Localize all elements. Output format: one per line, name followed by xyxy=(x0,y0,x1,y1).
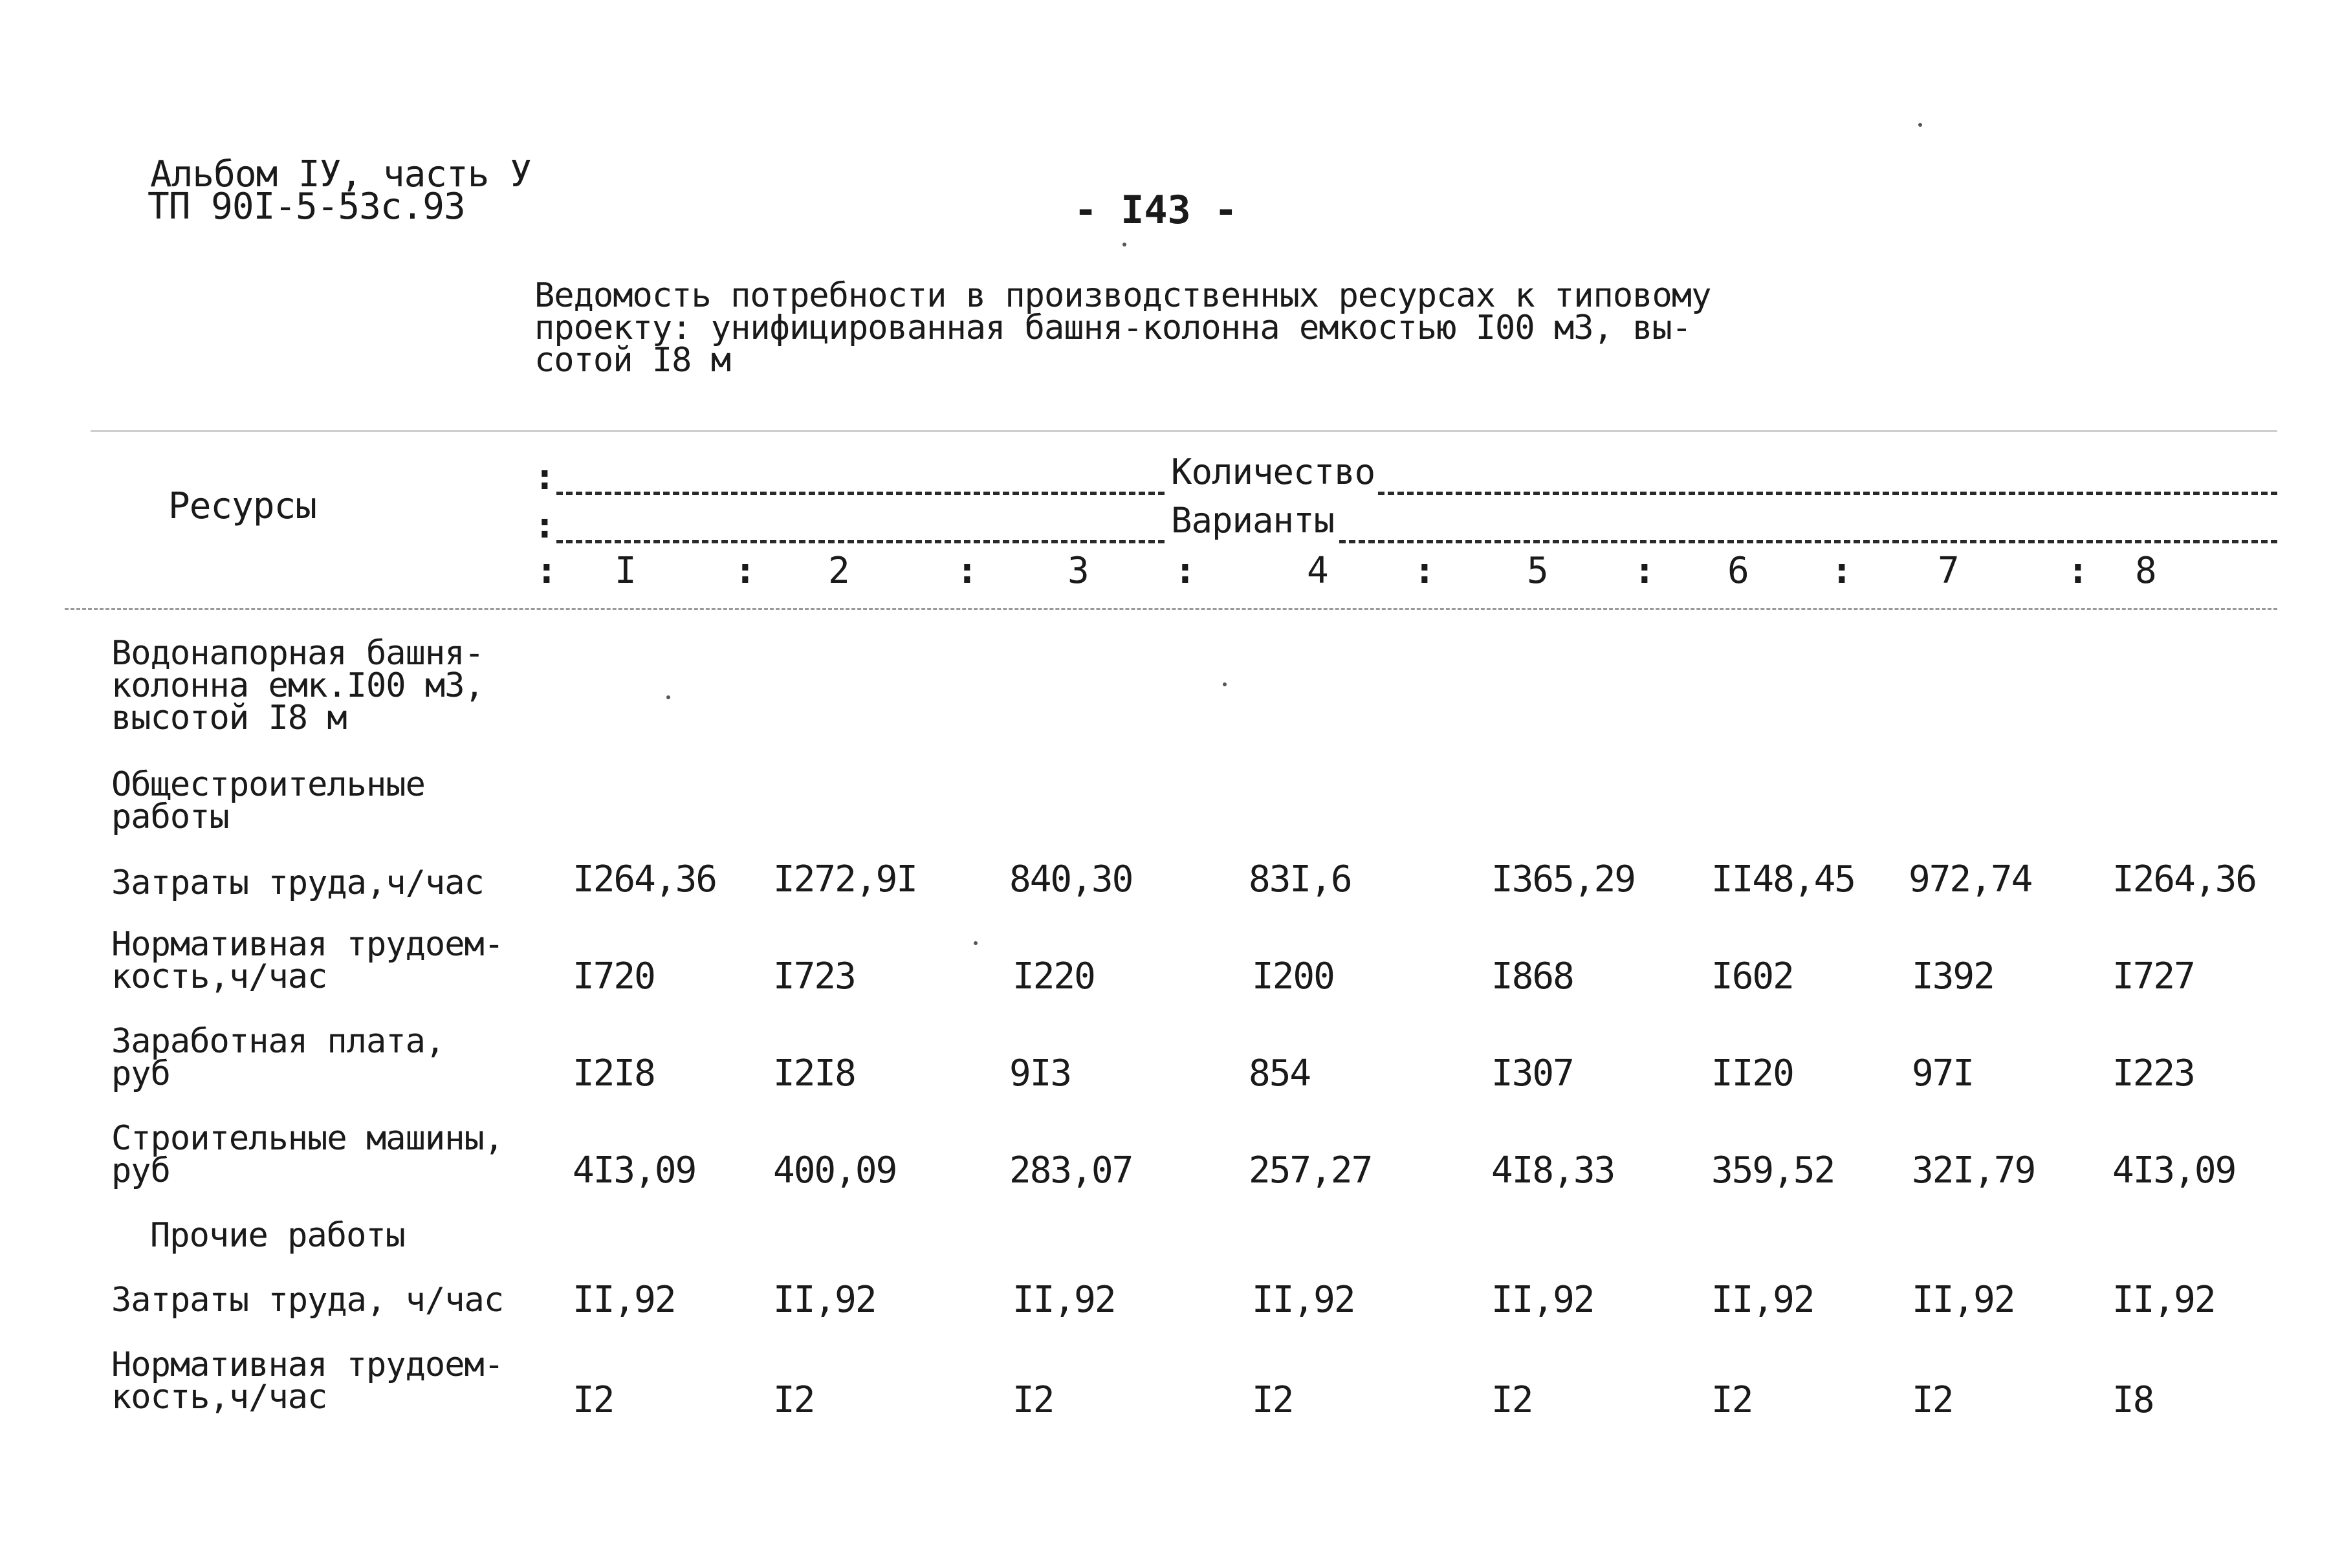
colsep-1: : xyxy=(734,550,756,592)
table-cell: I220 xyxy=(1012,955,1095,997)
resources-header: Ресурсы xyxy=(168,485,317,527)
table-cell: I392 xyxy=(1912,955,1994,997)
quantity-header: Количество xyxy=(1171,452,1375,492)
colsep-6: : xyxy=(1831,550,1853,592)
table-cell: I307 xyxy=(1491,1052,1573,1094)
quantity-dash-left xyxy=(556,492,1165,495)
row-label: Строительные машины, xyxy=(111,1119,504,1158)
row-label: Затраты труда,ч/час xyxy=(111,864,484,902)
table-cell: 840,30 xyxy=(1009,858,1133,900)
table-cell: 972,74 xyxy=(1909,858,2032,900)
table-cell: 257,27 xyxy=(1249,1149,1372,1192)
document-title-line-3: сотой I8 м xyxy=(534,341,731,380)
table-cell: II,92 xyxy=(573,1279,675,1321)
column-number: 2 xyxy=(828,550,850,592)
table-cell: I2 xyxy=(1491,1379,1533,1421)
column-number: 6 xyxy=(1727,550,1749,592)
table-cell: I2 xyxy=(1912,1379,1953,1421)
header-colon-1: : xyxy=(534,456,556,498)
row-label: кость,ч/час xyxy=(111,957,327,996)
quantity-dash-right xyxy=(1378,492,2277,495)
row-label: кость,ч/час xyxy=(111,1378,327,1417)
header-colon-2: : xyxy=(534,505,556,547)
column-number: 8 xyxy=(2135,550,2157,592)
column-number: I xyxy=(615,550,637,592)
table-cell: II,92 xyxy=(1711,1279,1814,1321)
project-code: ТП 90I-5-53с.93 xyxy=(148,186,465,228)
colsep-3: : xyxy=(1174,550,1196,592)
section-general-line-2: работы xyxy=(111,798,229,836)
page-number: - I43 - xyxy=(1074,188,1238,233)
table-cell: I2 xyxy=(773,1379,815,1421)
colsep-7: : xyxy=(2067,550,2089,592)
scan-speck xyxy=(1918,123,1922,127)
document-title-line-1: Ведомость потребности в производственных ресурсах к типовому xyxy=(534,276,1711,315)
table-cell: I2 xyxy=(1711,1379,1753,1421)
variants-dash-left xyxy=(556,540,1165,543)
table-cell: I2 xyxy=(573,1379,614,1421)
table-cell: 4I3,09 xyxy=(2112,1149,2236,1192)
row-label: Затраты труда, ч/час xyxy=(111,1281,504,1320)
row-label: Нормативная трудоем- xyxy=(111,1345,504,1384)
table-cell: 283,07 xyxy=(1009,1149,1133,1192)
table-cell: I602 xyxy=(1711,955,1793,997)
table-cell: I2 xyxy=(1252,1379,1293,1421)
table-cell: I720 xyxy=(573,955,655,997)
table-cell: 4I3,09 xyxy=(573,1149,696,1192)
colsep-0: : xyxy=(536,550,558,592)
colsep-5: : xyxy=(1634,550,1656,592)
table-cell: I8 xyxy=(2112,1379,2154,1421)
table-cell: 854 xyxy=(1249,1052,1311,1094)
table-cell: I200 xyxy=(1252,955,1334,997)
table-cell: II,92 xyxy=(1252,1279,1355,1321)
table-cell: I723 xyxy=(773,955,855,997)
scan-speck xyxy=(974,941,978,945)
row-label: руб xyxy=(111,1151,170,1190)
section-object-line-3: высотой I8 м xyxy=(111,699,347,737)
table-cell: II,92 xyxy=(1912,1279,2015,1321)
row-label: Нормативная трудоем- xyxy=(111,925,504,964)
table-cell: II,92 xyxy=(773,1279,876,1321)
table-cell: II,92 xyxy=(1012,1279,1115,1321)
scan-speck xyxy=(666,695,670,699)
table-cell: I264,36 xyxy=(573,858,717,900)
colsep-4: : xyxy=(1414,550,1436,592)
table-cell: 9I3 xyxy=(1009,1052,1071,1094)
section-general-line-1: Общестроительные xyxy=(111,765,425,804)
table-cell: I2 xyxy=(1012,1379,1054,1421)
section-object-line-1: Водонапорная башня- xyxy=(111,634,484,673)
table-cell: II,92 xyxy=(2112,1279,2215,1321)
column-number: 4 xyxy=(1307,550,1329,592)
colsep-2: : xyxy=(956,550,978,592)
variants-header: Варианты xyxy=(1171,500,1335,541)
table-cell: 400,09 xyxy=(773,1149,897,1192)
table-cell: I868 xyxy=(1491,955,1573,997)
table-cell: I2I8 xyxy=(573,1052,655,1094)
table-top-rule xyxy=(91,430,2277,432)
table-cell: I272,9I xyxy=(773,858,917,900)
table-cell: II48,45 xyxy=(1711,858,1855,900)
table-cell: 359,52 xyxy=(1711,1149,1835,1192)
table-cell: II,92 xyxy=(1491,1279,1594,1321)
table-cell: II20 xyxy=(1711,1052,1793,1094)
table-header-rule xyxy=(65,608,2277,610)
scan-speck xyxy=(1223,682,1227,686)
table-cell: 4I8,33 xyxy=(1491,1149,1615,1192)
table-cell: I2I8 xyxy=(773,1052,855,1094)
row-label: Заработная плата, xyxy=(111,1022,445,1061)
document-title-line-2: проекту: унифицированная башня-колонна емкостью I00 м3, вы- xyxy=(534,309,1692,347)
table-cell: I264,36 xyxy=(2112,858,2257,900)
column-number: 7 xyxy=(1938,550,1960,592)
album-label: Альбом IУ, часть У xyxy=(150,153,531,195)
section-object-line-2: колонна емк.I00 м3, xyxy=(111,666,484,705)
section-other: Прочие работы xyxy=(150,1216,405,1255)
variants-dash-right xyxy=(1339,540,2277,543)
table-cell: 32I,79 xyxy=(1912,1149,2035,1192)
row-label: руб xyxy=(111,1054,170,1093)
table-cell: 97I xyxy=(1912,1052,1974,1094)
table-cell: I365,29 xyxy=(1491,858,1636,900)
table-cell: I223 xyxy=(2112,1052,2194,1094)
table-cell: I727 xyxy=(2112,955,2194,997)
scan-speck xyxy=(1122,243,1126,246)
column-number: 3 xyxy=(1067,550,1089,592)
column-number: 5 xyxy=(1527,550,1549,592)
table-cell: 83I,6 xyxy=(1249,858,1352,900)
